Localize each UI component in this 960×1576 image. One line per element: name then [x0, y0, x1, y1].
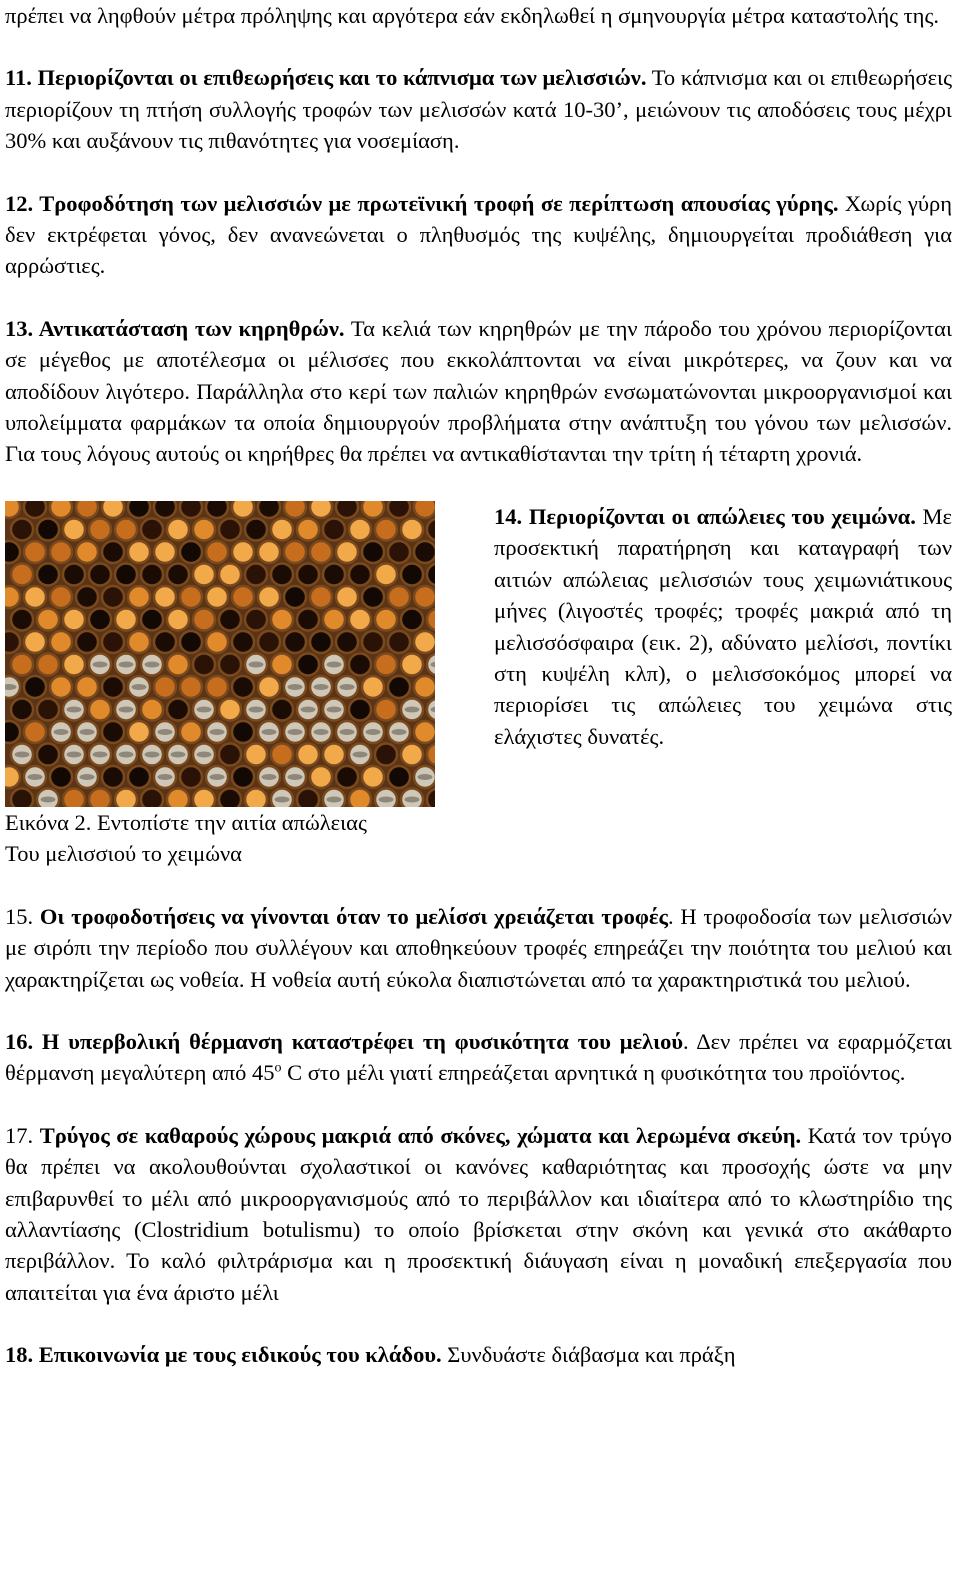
comb-cell: [245, 608, 267, 630]
comb-cell: [258, 631, 280, 653]
comb-cell: [362, 676, 384, 698]
comb-cell: [102, 766, 124, 788]
comb-cell: [37, 563, 59, 585]
honeycomb-photo: [5, 501, 435, 807]
comb-cell: [76, 541, 98, 563]
comb-cell: [180, 676, 202, 698]
bee-stripe: [119, 661, 134, 667]
comb-cell: [310, 541, 332, 563]
comb-cell: [24, 721, 46, 743]
comb-cell: [362, 586, 384, 608]
comb-cell: [180, 721, 202, 743]
comb-cell: [63, 653, 85, 675]
comb-cell: [375, 608, 397, 630]
comb-cell: [271, 743, 293, 765]
comb-cell: [271, 608, 293, 630]
comb-cell: [206, 541, 228, 563]
comb-cell: [206, 586, 228, 608]
comb-cell: [258, 676, 280, 698]
comb-cell: [180, 541, 202, 563]
comb-cell: [362, 501, 384, 518]
comb-cell: [232, 586, 254, 608]
comb-cell: [206, 631, 228, 653]
comb-cell: [219, 698, 241, 720]
comb-cell: [5, 501, 20, 518]
figure-caption-line-1: Εικόνα 2. Εντοπίστε την αιτία απώλειας: [5, 809, 367, 835]
comb-cell: [154, 541, 176, 563]
comb-cell: [193, 518, 215, 540]
comb-cell: [414, 541, 435, 563]
comb-cell: [76, 631, 98, 653]
bee-stripe: [262, 774, 277, 780]
comb-cell: [76, 586, 98, 608]
comb-cell: [414, 721, 435, 743]
section-17-heading: Τρύγος σε καθαρούς χώρους μακριά από σκόνες, χώματα και λερωμένα σκεύη.: [39, 1122, 802, 1148]
section-16: [5, 1026, 952, 1089]
comb-cell: [323, 608, 345, 630]
section-12-heading: 12. Τροφοδότηση των μελισσιών με πρωτεϊνική τροφή σε περίπτωση απουσίας γύρης.: [5, 190, 839, 216]
section-13-body: Τα κελιά των κηρηθρών με την πάροδο του χρόνου περιορίζονται σε μέγεθος με αποτέλεσμα οι μέλισσες που εκκολάπτονται να είναι μικρότερες, να ζουν και να αποδίδουν λιγότερο. Παράλληλα στο κερί των παλιών κηρηθρών ενσωματώνονται μικροοργανισμοί και υπολείμματα φαρμάκων τα οποία δημιουργούν προβλήματα στην ανάπτυξη του γόνου των μελισσών. Για τους λόγους αυτούς οι κηρήθρες θα πρέπει να αντικαθίστανται την τρίτη ή τέταρτη χρονιά.: [5, 315, 952, 467]
comb-cell: [232, 676, 254, 698]
comb-cell: [24, 501, 46, 518]
bee-stripe: [80, 774, 95, 780]
comb-cell: [388, 501, 410, 518]
comb-cell: [180, 631, 202, 653]
bee-stripe: [405, 796, 420, 802]
comb-cell: [50, 586, 72, 608]
comb-cell: [63, 788, 85, 807]
comb-cell: [245, 743, 267, 765]
comb-cell: [11, 653, 33, 675]
comb-cell: [258, 541, 280, 563]
bee-stripe: [288, 729, 303, 735]
comb-cell: [63, 563, 85, 585]
comb-cell: [297, 608, 319, 630]
bee-stripe: [327, 796, 342, 802]
comb-cell: [37, 518, 59, 540]
comb-cell: [271, 698, 293, 720]
comb-cell: [24, 586, 46, 608]
comb-cell: [414, 586, 435, 608]
comb-cell: [5, 721, 20, 743]
comb-cell: [102, 721, 124, 743]
bee-stripe: [288, 684, 303, 690]
comb-cell: [388, 676, 410, 698]
comb-cell: [11, 698, 33, 720]
section-14: [494, 501, 952, 870]
comb-cell: [336, 766, 358, 788]
comb-cell: [310, 766, 332, 788]
comb-cell: [50, 676, 72, 698]
comb-cell: [115, 518, 137, 540]
comb-cell: [193, 563, 215, 585]
bee-stripe: [314, 729, 329, 735]
comb-cell: [232, 766, 254, 788]
comb-cell: [414, 501, 435, 518]
comb-cell: [284, 541, 306, 563]
comb-cell: [76, 501, 98, 518]
section-17: [5, 1120, 952, 1308]
comb-cell: [375, 518, 397, 540]
comb-cell: [388, 766, 410, 788]
comb-cell: [5, 631, 20, 653]
comb-cell: [180, 766, 202, 788]
bee-stripe: [80, 729, 95, 735]
bee-stripe: [41, 796, 56, 802]
bee-stripe: [15, 751, 30, 757]
comb-cell: [141, 563, 163, 585]
bee-stripe: [93, 661, 108, 667]
section-14-body: Με προσεκτική παρατήρηση και καταγραφή των αιτιών απώλειας μελισσιών τους χειμωνιάτικους μήνες (λιγοστές τροφές; τροφές μακριά από τη μελισσόσφαιρα (εικ. 2), αδύνατο μελίσσι, ποντίκι στη κυψέλη κλπ), ο μελισσοκόμος μπορεί να περιορίσει τις απώλειες του χειμώνα στις ελάχιστες δυνατές.: [494, 503, 952, 749]
section-12: [5, 188, 952, 282]
comb-cell: [349, 608, 371, 630]
comb-cell: [349, 698, 371, 720]
comb-cell: [245, 518, 267, 540]
comb-cell: [414, 631, 435, 653]
comb-cell: [245, 788, 267, 807]
section-15-heading: Οι τροφοδοτήσεις να γίνονται όταν το μελίσσι χρειάζεται τροφές: [39, 903, 669, 929]
section-12-body: Χωρίς γύρη δεν εκτρέφεται γόνος, δεν ανανεώνεται ο πληθυσμός της κυψέλης, δημιουργείται προδιάθεση για αρρώστιες.: [5, 190, 952, 279]
comb-cell: [349, 563, 371, 585]
comb-cell: [102, 631, 124, 653]
comb-cell: [115, 563, 137, 585]
comb-cell: [297, 563, 319, 585]
section-11: [5, 62, 952, 156]
comb-cell: [388, 586, 410, 608]
comb-cell: [37, 608, 59, 630]
bee-stripe: [171, 751, 186, 757]
bee-stripe: [327, 706, 342, 712]
comb-cell: [375, 653, 397, 675]
comb-cell: [219, 563, 241, 585]
bee-stripe: [158, 729, 173, 735]
comb-cell: [297, 788, 319, 807]
comb-cell: [37, 653, 59, 675]
bee-stripe: [301, 706, 316, 712]
comb-cell: [219, 518, 241, 540]
comb-cell: [310, 586, 332, 608]
comb-cell: [141, 788, 163, 807]
comb-cell: [50, 766, 72, 788]
comb-cell: [232, 721, 254, 743]
bee-stripe: [340, 729, 355, 735]
comb-cell: [167, 653, 189, 675]
bee-stripe: [418, 774, 433, 780]
intro-paragraph: πρέπει να ληφθούν μέτρα πρόληψης και αργότερα εάν εκδηλωθεί η σμηνουργία μέτρα καταστολής της.: [5, 3, 939, 28]
section-18-body: Συνδυάστε διάβασμα και πράξη: [441, 1342, 736, 1368]
comb-cell: [219, 608, 241, 630]
comb-cell: [401, 608, 423, 630]
comb-cell: [50, 631, 72, 653]
comb-cell: [63, 518, 85, 540]
comb-cell: [89, 698, 111, 720]
comb-cell: [128, 766, 150, 788]
section-17-number: 17.: [5, 1122, 40, 1148]
comb-cell: [141, 608, 163, 630]
comb-cell: [414, 676, 435, 698]
bee-stripe: [249, 706, 264, 712]
comb-cell: [102, 586, 124, 608]
bee-stripe: [340, 684, 355, 690]
bee-stripe: [353, 751, 368, 757]
bee-stripe: [327, 661, 342, 667]
comb-cell: [193, 653, 215, 675]
comb-cell: [154, 676, 176, 698]
bee-stripe: [392, 729, 407, 735]
comb-cell: [37, 698, 59, 720]
comb-cell: [323, 563, 345, 585]
comb-cell: [401, 653, 423, 675]
section-16-body-a: . Δεν πρέπει να εφαρμόζεται θέρμανση μεγαλύτερη από 45: [5, 1028, 952, 1086]
section-15-body: . Η τροφοδοσία των μελισσιών με σιρόπι την περίοδο που συλλέγουν και αποθηκεύουν τροφές επηρεάζει την ποιότητα του μελιού και χαρακτηρίζεται ως νοθεία. Η νοθεία αυτή εύκολα διαπιστώνεται από τα χαρακτηριστικά του μελιού.: [5, 903, 952, 992]
comb-cell: [167, 518, 189, 540]
comb-cell: [219, 653, 241, 675]
comb-cell: [141, 518, 163, 540]
comb-cell: [89, 788, 111, 807]
comb-cell: [349, 788, 371, 807]
comb-cell: [362, 766, 384, 788]
comb-cell: [128, 586, 150, 608]
comb-cell: [37, 743, 59, 765]
bee-stripe: [314, 684, 329, 690]
comb-cell: [323, 518, 345, 540]
comb-cell: [206, 501, 228, 518]
comb-cell: [89, 608, 111, 630]
comb-cell: [271, 518, 293, 540]
comb-cell: [89, 518, 111, 540]
comb-cell: [232, 631, 254, 653]
degree-mark: ο: [274, 1060, 282, 1076]
comb-cell: [336, 586, 358, 608]
bee-stripe: [93, 751, 108, 757]
comb-cell: [336, 631, 358, 653]
comb-cell: [336, 501, 358, 518]
comb-cell: [141, 698, 163, 720]
comb-cell: [336, 541, 358, 563]
comb-cell: [258, 586, 280, 608]
comb-cell: [193, 788, 215, 807]
comb-cell: [284, 586, 306, 608]
figure-row: [5, 501, 952, 870]
comb-cell: [102, 501, 124, 518]
bee-stripe: [28, 774, 43, 780]
comb-cell: [284, 501, 306, 518]
comb-cell: [5, 541, 20, 563]
bee-stripe: [67, 751, 82, 757]
comb-cell: [89, 563, 111, 585]
bee-stripe: [405, 706, 420, 712]
comb-cell: [63, 608, 85, 630]
comb-cell: [401, 563, 423, 585]
comb-cell: [5, 766, 20, 788]
bee-stripe: [145, 661, 160, 667]
comb-cell: [167, 608, 189, 630]
comb-cell: [11, 563, 33, 585]
bee-stripe: [366, 729, 381, 735]
bee-stripe: [379, 796, 394, 802]
comb-cell: [128, 541, 150, 563]
comb-cell: [401, 518, 423, 540]
section-18: [5, 1339, 952, 1370]
bee-stripe: [54, 729, 69, 735]
section-11-body: Το κάπνισμα και οι επιθεωρήσεις περιορίζουν τη πτήση συλλογής τροφών των μελισσών κατά 10-30’, μειώνουν τις αποδόσεις τους μέχρι 30% και αυξάνουν τις πιθανότητες για νοσεμίαση.: [5, 65, 952, 154]
comb-cell: [180, 586, 202, 608]
comb-cell: [310, 501, 332, 518]
comb-cell: [128, 631, 150, 653]
comb-cell: [375, 743, 397, 765]
comb-cell: [362, 541, 384, 563]
bee-stripe: [210, 729, 225, 735]
comb-cell: [271, 563, 293, 585]
bee-stripe: [158, 774, 173, 780]
comb-cell: [167, 788, 189, 807]
comb-cell: [245, 563, 267, 585]
comb-cell: [219, 788, 241, 807]
comb-cell: [297, 653, 319, 675]
comb-cell: [128, 721, 150, 743]
bee-stripe: [288, 774, 303, 780]
section-15-number: 15.: [5, 903, 40, 929]
comb-cell: [154, 501, 176, 518]
comb-cell: [297, 743, 319, 765]
comb-cell: [206, 676, 228, 698]
comb-cell: [271, 653, 293, 675]
figure-caption-line-2: Του μελισσιού το χειμώνα: [5, 841, 242, 867]
section-16-heading: 16. Η υπερβολική θέρμανση καταστρέφει τη φυσικότητα του μελιού: [5, 1028, 684, 1054]
comb-cell: [24, 631, 46, 653]
comb-cell: [102, 541, 124, 563]
section-15: [5, 901, 952, 995]
section-11-heading: 11. Περιορίζονται οι επιθεωρήσεις και το κάπνισμα των μελισσιών.: [5, 65, 647, 91]
comb-cell: [401, 743, 423, 765]
document-page: [5, 0, 952, 1371]
comb-cell: [375, 698, 397, 720]
comb-cell: [232, 541, 254, 563]
comb-cell: [362, 631, 384, 653]
comb-cell: [115, 608, 137, 630]
section-17-body: Κατά τον τρύγο θα πρέπει να ακολουθούνται σχολαστικοί οι κανόνες καθαριότητας και προσοχής ώστε να μην επιβαρυνθεί το μέλι από μικροοργανισμούς από το περιβάλλον και ιδιαίτερα από το κλωστηρίδιο της αλλαντίασης (Clostridium botulismu) το οποίο βρίσκεται στην σκόνη και γενικά στο ακάθαρτο περιβάλλον. Το καλό φιλτράρισμα και η προσεκτική διάυγαση είναι η μοναδική επεξεργασία που απαιτείται για ένα άριστο μέλι: [5, 1122, 953, 1305]
comb-cell: [297, 518, 319, 540]
section-13: [5, 313, 952, 470]
comb-cell: [349, 653, 371, 675]
comb-cell: [102, 676, 124, 698]
section-13-heading: 13. Αντικατάσταση των κηρηθρών.: [5, 315, 345, 341]
comb-cell: [11, 788, 33, 807]
comb-cell: [11, 608, 33, 630]
comb-cell: [193, 608, 215, 630]
comb-cell: [167, 698, 189, 720]
comb-cell: [388, 631, 410, 653]
bee-stripe: [262, 729, 277, 735]
comb-cell: [11, 518, 33, 540]
comb-cell: [76, 676, 98, 698]
comb-cell: [154, 631, 176, 653]
bee-stripe: [249, 661, 264, 667]
bee-stripe: [197, 751, 212, 757]
comb-cell: [154, 586, 176, 608]
comb-cell: [180, 501, 202, 518]
comb-cell: [232, 501, 254, 518]
comb-cell: [50, 501, 72, 518]
figure-2: [5, 501, 445, 870]
comb-cell: [167, 563, 189, 585]
comb-cell: [219, 743, 241, 765]
comb-cell: [5, 586, 20, 608]
bee-stripe: [210, 774, 225, 780]
comb-cell: [388, 541, 410, 563]
comb-cell: [115, 788, 137, 807]
comb-cell: [24, 541, 46, 563]
comb-cell: [323, 743, 345, 765]
bee-stripe: [67, 706, 82, 712]
bee-stripe: [132, 684, 147, 690]
bee-stripe: [145, 751, 160, 757]
section-16-body-b: C στο μέλι γιατί επηρεάζεται αρνητικά η φυσικότητα του προϊόντος.: [281, 1060, 906, 1086]
section-18-heading: 18. Επικοινωνία με τους ειδικούς του κλάδου.: [5, 1342, 442, 1368]
comb-cell: [310, 631, 332, 653]
comb-cell: [50, 541, 72, 563]
comb-cell: [375, 563, 397, 585]
bee-stripe: [275, 796, 290, 802]
section-14-heading: 14. Περιορίζονται οι απώλειες του χειμώνα.: [494, 503, 916, 529]
bee-stripe: [197, 706, 212, 712]
bee-stripe: [119, 751, 134, 757]
figure-caption: [5, 807, 445, 870]
comb-cell: [258, 501, 280, 518]
comb-cell: [284, 631, 306, 653]
comb-cell: [24, 676, 46, 698]
comb-cell: [128, 501, 150, 518]
bee-stripe: [119, 706, 134, 712]
comb-cell: [349, 518, 371, 540]
